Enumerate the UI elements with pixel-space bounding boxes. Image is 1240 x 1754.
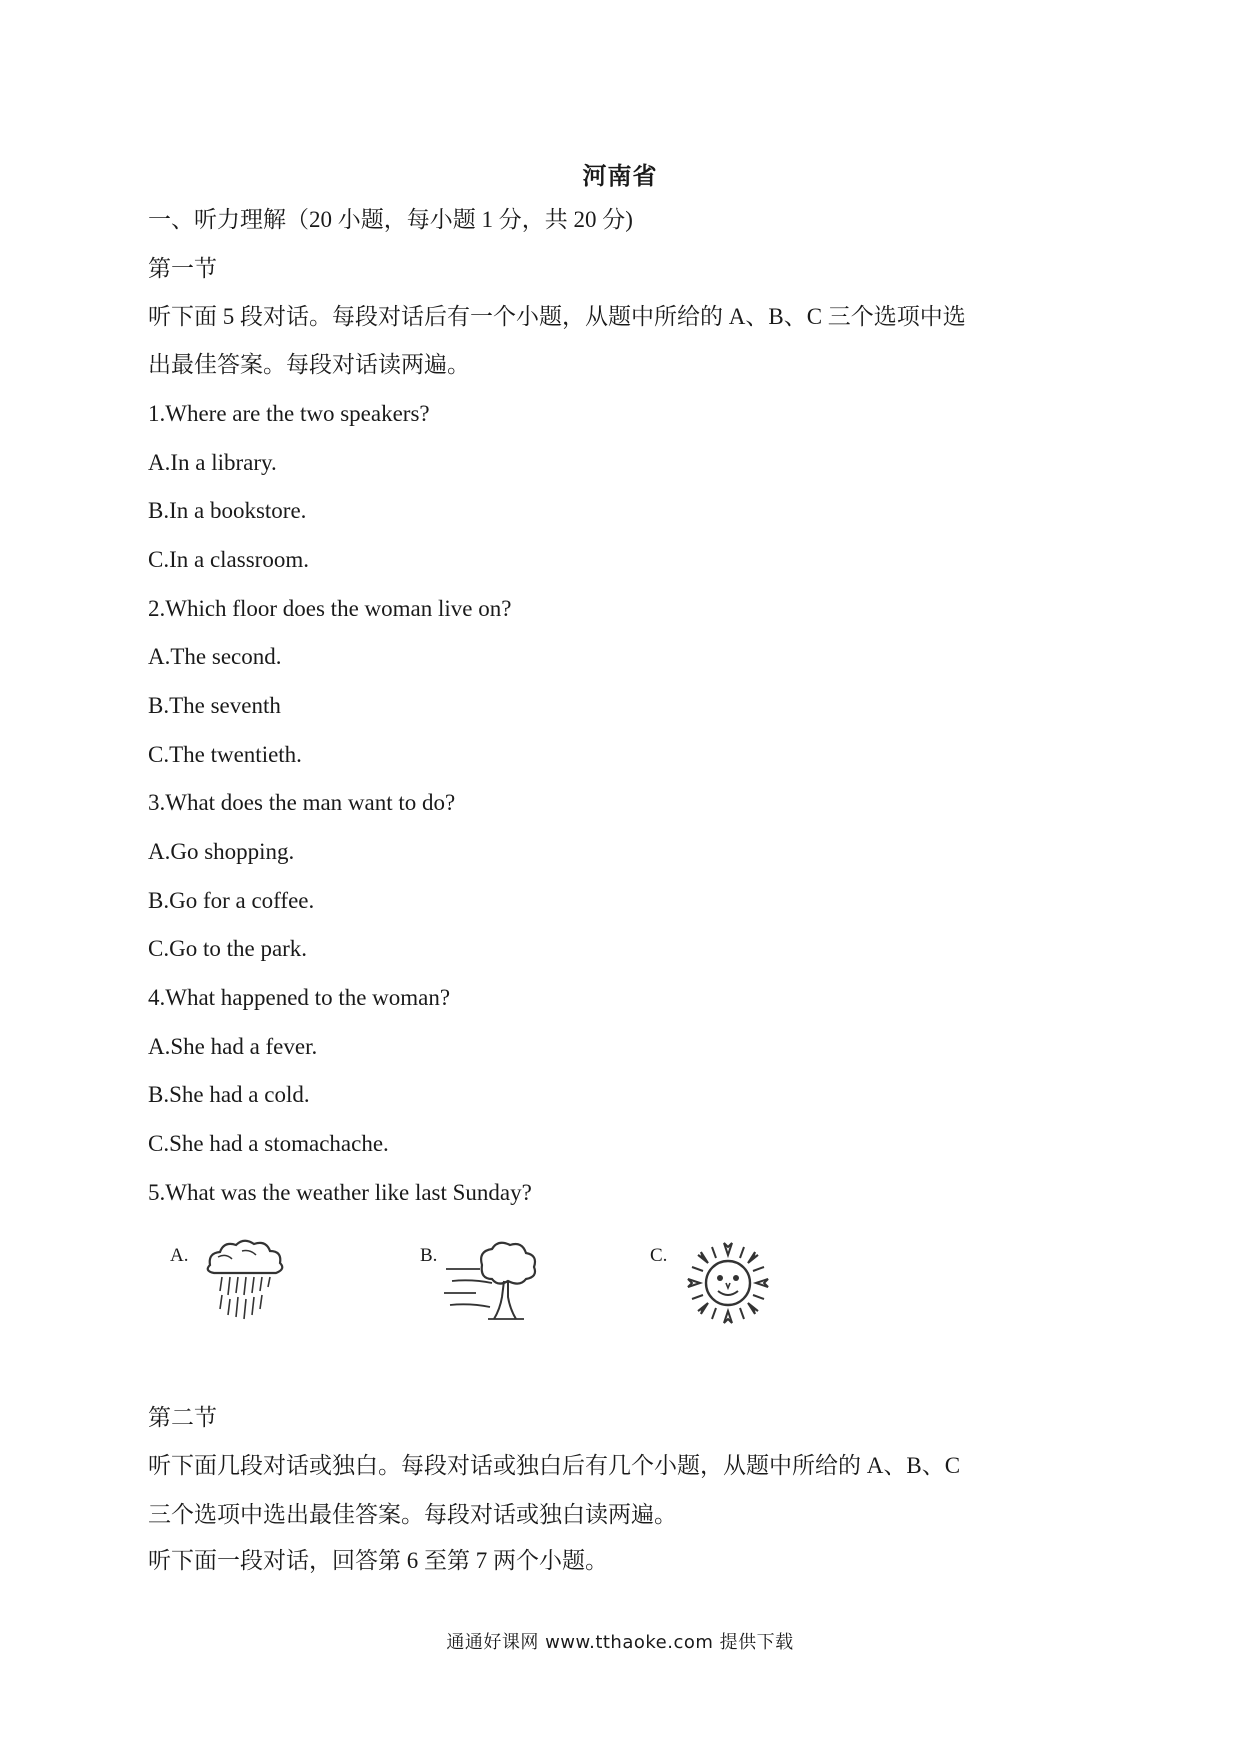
- answer-option: B.In a bookstore.: [148, 498, 307, 523]
- weather-option-b: [420, 1235, 560, 1345]
- instruction-line: 听下面 5 段对话。每段对话后有一个小题，从题中所给的 A、B、C 三个选项中选: [148, 304, 966, 329]
- answer-option: B.Go for a coffee.: [148, 888, 315, 913]
- question-text: 4.What happened to the woman?: [148, 985, 451, 1010]
- page-footer: 通通好课网 www.tthaoke.com 提供下载: [446, 1632, 794, 1653]
- option-letter: A.: [170, 1245, 189, 1266]
- page-title: 河南省: [582, 164, 658, 190]
- answer-option: A.Go shopping.: [148, 839, 295, 864]
- answer-option: A.She had a fever.: [148, 1034, 318, 1059]
- question-text: 5.What was the weather like last Sunday?: [148, 1180, 532, 1205]
- sun-icon: [678, 1233, 778, 1333]
- instruction-line: 听下面一段对话，回答第 6 至第 7 两个小题。: [148, 1548, 608, 1573]
- answer-option: A.The second.: [148, 644, 282, 669]
- rain-cloud-icon: [198, 1235, 298, 1330]
- answer-option: B.The seventh: [148, 693, 281, 718]
- weather-options: [0, 1235, 1240, 1345]
- weather-option-c: [650, 1235, 790, 1345]
- instruction-line: 听下面几段对话或独白。每段对话或独白后有几个小题，从题中所给的 A、B、C: [148, 1453, 961, 1478]
- question-text: 1.Where are the two speakers?: [148, 401, 430, 426]
- instruction-line: 出最佳答案。每段对话读两遍。: [148, 352, 470, 377]
- option-letter: B.: [420, 1245, 438, 1266]
- answer-option: B.She had a cold.: [148, 1082, 310, 1107]
- section-heading: 一、听力理解（20 小题，每小题 1 分，共 20 分): [148, 207, 633, 232]
- windy-tree-icon: [442, 1235, 552, 1330]
- subsection-heading: 第一节: [148, 256, 217, 281]
- instruction-line: 三个选项中选出最佳答案。每段对话或独白读两遍。: [148, 1502, 677, 1527]
- weather-option-a: [170, 1235, 300, 1345]
- answer-option: A.In a library.: [148, 450, 277, 475]
- answer-option: C.In a classroom.: [148, 547, 309, 572]
- question-text: 2.Which floor does the woman live on?: [148, 596, 512, 621]
- option-letter: C.: [650, 1245, 668, 1266]
- answer-option: C.Go to the park.: [148, 936, 308, 961]
- subsection-heading: 第二节: [148, 1405, 217, 1430]
- answer-option: C.The twentieth.: [148, 742, 302, 767]
- answer-option: C.She had a stomachache.: [148, 1131, 389, 1156]
- question-text: 3.What does the man want to do?: [148, 790, 456, 815]
